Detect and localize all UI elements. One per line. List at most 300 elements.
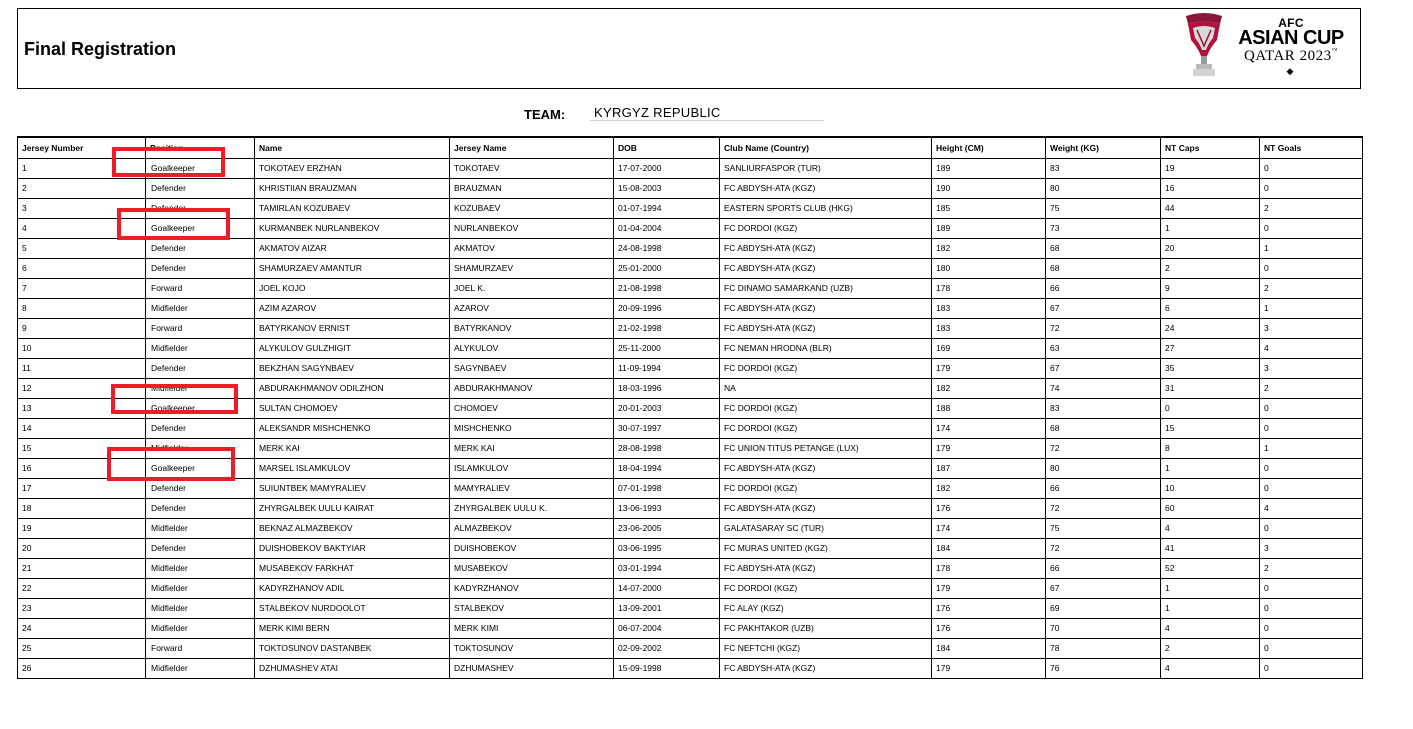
cell-club-name: FC PAKHTAKOR (UZB): [720, 618, 932, 638]
cell-position: Defender: [146, 498, 255, 518]
table-row: [18, 198, 1363, 218]
cell-position: Midfielder: [146, 298, 255, 318]
cell-name: SHAMURZAEV AMANTUR: [255, 258, 450, 278]
cell-height: 180: [932, 258, 1046, 278]
cell-dob: 21-02-1998: [614, 318, 720, 338]
cell-nt-caps: 6: [1161, 298, 1260, 318]
cell-position: Forward: [146, 318, 255, 338]
cell-jersey-number: 8: [18, 298, 146, 318]
cell-height: 179: [932, 358, 1046, 378]
cell-club-name: FC NEMAN HRODNA (BLR): [720, 338, 932, 358]
cell-dob: 21-08-1998: [614, 278, 720, 298]
cell-dob: 30-07-1997: [614, 418, 720, 438]
cell-nt-caps: 1: [1161, 218, 1260, 238]
team-underline: [590, 120, 824, 121]
cell-weight: 76: [1046, 658, 1161, 678]
column-header-position: Position: [146, 137, 255, 158]
cell-name: BEKZHAN SAGYNBAEV: [255, 358, 450, 378]
cell-jersey-number: 16: [18, 458, 146, 478]
cell-jersey-name: SAGYNBAEV: [450, 358, 614, 378]
cell-height: 176: [932, 598, 1046, 618]
cell-height: 183: [932, 318, 1046, 338]
cell-nt-goals: 0: [1260, 158, 1363, 178]
cell-position: Midfielder: [146, 578, 255, 598]
cell-jersey-name: DUISHOBEKOV: [450, 538, 614, 558]
cell-club-name: FC ABDYSH-ATA (KGZ): [720, 558, 932, 578]
cell-jersey-number: 2: [18, 178, 146, 198]
cell-dob: 15-09-1998: [614, 658, 720, 678]
table-row: [18, 278, 1363, 298]
logo-qatar-text: [1232, 48, 1350, 65]
cell-position: Midfielder: [146, 598, 255, 618]
cell-club-name: FC ABDYSH-ATA (KGZ): [720, 318, 932, 338]
cell-jersey-number: 3: [18, 198, 146, 218]
cell-jersey-name: CHOMOEV: [450, 398, 614, 418]
cell-height: 176: [932, 618, 1046, 638]
cell-dob: 15-08-2003: [614, 178, 720, 198]
cell-dob: 28-08-1998: [614, 438, 720, 458]
cell-club-name: FC ABDYSH-ATA (KGZ): [720, 658, 932, 678]
cell-height: 188: [932, 398, 1046, 418]
cell-name: AKMATOV AIZAR: [255, 238, 450, 258]
cell-position: Midfielder: [146, 518, 255, 538]
table-row: [18, 378, 1363, 398]
cell-jersey-number: 17: [18, 478, 146, 498]
cell-club-name: EASTERN SPORTS CLUB (HKG): [720, 198, 932, 218]
cell-height: 184: [932, 638, 1046, 658]
cell-name: TAMIRLAN KOZUBAEV: [255, 198, 450, 218]
cell-position: Midfielder: [146, 438, 255, 458]
cell-height: 179: [932, 578, 1046, 598]
cell-jersey-name: BRAUZMAN: [450, 178, 614, 198]
cell-club-name: FC DORDOI (KGZ): [720, 478, 932, 498]
cell-height: 179: [932, 658, 1046, 678]
cell-name: JOEL KOJO: [255, 278, 450, 298]
cell-nt-caps: 9: [1161, 278, 1260, 298]
cell-height: 174: [932, 518, 1046, 538]
cell-weight: 72: [1046, 438, 1161, 458]
cell-club-name: FC ABDYSH-ATA (KGZ): [720, 178, 932, 198]
cell-position: Goalkeeper: [146, 458, 255, 478]
table-row: [18, 398, 1363, 418]
cell-weight: 69: [1046, 598, 1161, 618]
cell-height: 184: [932, 538, 1046, 558]
cell-nt-caps: 1: [1161, 598, 1260, 618]
cell-club-name: FC DORDOI (KGZ): [720, 418, 932, 438]
cell-nt-caps: 31: [1161, 378, 1260, 398]
cell-jersey-name: KOZUBAEV: [450, 198, 614, 218]
cell-nt-caps: 60: [1161, 498, 1260, 518]
cell-dob: 07-01-1998: [614, 478, 720, 498]
cell-jersey-name: SHAMURZAEV: [450, 258, 614, 278]
table-row: [18, 658, 1363, 678]
cell-dob: 13-09-2001: [614, 598, 720, 618]
cell-position: Defender: [146, 238, 255, 258]
cell-jersey-number: 26: [18, 658, 146, 678]
cell-nt-caps: 2: [1161, 638, 1260, 658]
cell-height: 185: [932, 198, 1046, 218]
cell-height: 183: [932, 298, 1046, 318]
cell-dob: 25-11-2000: [614, 338, 720, 358]
cell-jersey-name: ALYKULOV: [450, 338, 614, 358]
logo-asian-cup-text: ASIAN CUP: [1238, 27, 1344, 49]
cell-jersey-name: JOEL K.: [450, 278, 614, 298]
cell-weight: 72: [1046, 498, 1161, 518]
cell-name: KURMANBEK NURLANBEKOV: [255, 218, 450, 238]
cell-jersey-number: 25: [18, 638, 146, 658]
cell-jersey-name: STALBEKOV: [450, 598, 614, 618]
cell-jersey-number: 12: [18, 378, 146, 398]
column-header-name: Name: [255, 137, 450, 158]
cell-jersey-name: MUSABEKOV: [450, 558, 614, 578]
cell-height: 176: [932, 498, 1046, 518]
cell-jersey-name: BATYRKANOV: [450, 318, 614, 338]
cell-jersey-name: MERK KAI: [450, 438, 614, 458]
cell-weight: 68: [1046, 238, 1161, 258]
cell-jersey-number: 1: [18, 158, 146, 178]
cell-jersey-name: ABDURAKHMANOV: [450, 378, 614, 398]
cell-jersey-name: MERK KIMI: [450, 618, 614, 638]
cell-jersey-number: 23: [18, 598, 146, 618]
cell-dob: 06-07-2004: [614, 618, 720, 638]
cell-height: 190: [932, 178, 1046, 198]
cell-height: 182: [932, 478, 1046, 498]
cell-club-name: FC ABDYSH-ATA (KGZ): [720, 498, 932, 518]
table-row: [18, 218, 1363, 238]
team-value: KYRGYZ REPUBLIC: [594, 105, 721, 120]
cell-name: MUSABEKOV FARKHAT: [255, 558, 450, 578]
table-row: [18, 518, 1363, 538]
cell-dob: 01-04-2004: [614, 218, 720, 238]
cell-position: Forward: [146, 638, 255, 658]
cell-jersey-name: AKMATOV: [450, 238, 614, 258]
cell-jersey-number: 20: [18, 538, 146, 558]
cell-dob: 20-01-2003: [614, 398, 720, 418]
cell-jersey-name: ISLAMKULOV: [450, 458, 614, 478]
cell-nt-goals: 2: [1260, 558, 1363, 578]
column-header-jersey-number: Jersey Number: [18, 137, 146, 158]
cell-weight: 78: [1046, 638, 1161, 658]
cell-name: MARSEL ISLAMKULOV: [255, 458, 450, 478]
table-row: [18, 258, 1363, 278]
cell-name: DUISHOBEKOV BAKTYIAR: [255, 538, 450, 558]
cell-jersey-number: 22: [18, 578, 146, 598]
cell-nt-caps: 1: [1161, 458, 1260, 478]
cell-nt-goals: 0: [1260, 578, 1363, 598]
table-row: [18, 458, 1363, 478]
cell-nt-goals: 0: [1260, 478, 1363, 498]
cell-nt-goals: 0: [1260, 418, 1363, 438]
cell-dob: 23-06-2005: [614, 518, 720, 538]
cell-nt-goals: 0: [1260, 258, 1363, 278]
cell-nt-goals: 4: [1260, 338, 1363, 358]
table-row: [18, 158, 1363, 178]
cell-position: Defender: [146, 478, 255, 498]
cell-position: Defender: [146, 258, 255, 278]
cell-club-name: FC MURAS UNITED (KGZ): [720, 538, 932, 558]
table-row: [18, 558, 1363, 578]
diamond-icon: ◆: [1286, 66, 1294, 76]
cell-nt-goals: 0: [1260, 398, 1363, 418]
cell-nt-goals: 0: [1260, 518, 1363, 538]
cell-club-name: FC ABDYSH-ATA (KGZ): [720, 238, 932, 258]
cell-position: Defender: [146, 418, 255, 438]
cell-position: Goalkeeper: [146, 158, 255, 178]
table-row: [18, 578, 1363, 598]
cell-name: MERK KAI: [255, 438, 450, 458]
cell-dob: 14-07-2000: [614, 578, 720, 598]
cell-nt-caps: 4: [1161, 518, 1260, 538]
column-header-weight: Weight (KG): [1046, 137, 1161, 158]
cell-name: MERK KIMI BERN: [255, 618, 450, 638]
page-title: Final Registration: [24, 39, 177, 59]
cell-name: ALEKSANDR MISHCHENKO: [255, 418, 450, 438]
table-row: [18, 438, 1363, 458]
cell-nt-goals: 3: [1260, 318, 1363, 338]
cell-name: AZIM AZAROV: [255, 298, 450, 318]
cell-height: 187: [932, 458, 1046, 478]
cell-nt-caps: 4: [1161, 658, 1260, 678]
table-row: [18, 618, 1363, 638]
cell-nt-caps: 41: [1161, 538, 1260, 558]
cell-jersey-number: 14: [18, 418, 146, 438]
cell-club-name: FC ABDYSH-ATA (KGZ): [720, 458, 932, 478]
cell-dob: 13-06-1993: [614, 498, 720, 518]
cell-weight: 66: [1046, 278, 1161, 298]
cell-nt-caps: 15: [1161, 418, 1260, 438]
cell-nt-goals: 0: [1260, 458, 1363, 478]
table-body: [18, 158, 1363, 678]
cell-weight: 67: [1046, 578, 1161, 598]
cell-weight: 63: [1046, 338, 1161, 358]
cell-weight: 72: [1046, 318, 1161, 338]
cell-dob: 18-03-1996: [614, 378, 720, 398]
cell-nt-caps: 8: [1161, 438, 1260, 458]
column-header-club-name: Club Name (Country): [720, 137, 932, 158]
cell-position: Defender: [146, 358, 255, 378]
cell-club-name: FC DINAMO SAMARKAND (UZB): [720, 278, 932, 298]
cell-nt-goals: 1: [1260, 438, 1363, 458]
logo-qatar-year: QATAR 2023: [1244, 48, 1332, 64]
cell-nt-caps: 19: [1161, 158, 1260, 178]
cell-name: ABDURAKHMANOV ODILZHON: [255, 378, 450, 398]
cell-jersey-number: 24: [18, 618, 146, 638]
cell-jersey-name: MISHCHENKO: [450, 418, 614, 438]
cell-nt-goals: 0: [1260, 658, 1363, 678]
cell-nt-goals: 2: [1260, 278, 1363, 298]
table-row: [18, 358, 1363, 378]
cell-position: Midfielder: [146, 658, 255, 678]
cell-height: 189: [932, 218, 1046, 238]
cell-club-name: SANLIURFASPOR (TUR): [720, 158, 932, 178]
cell-jersey-number: 13: [18, 398, 146, 418]
cell-jersey-number: 18: [18, 498, 146, 518]
cell-club-name: FC ABDYSH-ATA (KGZ): [720, 298, 932, 318]
cell-weight: 75: [1046, 518, 1161, 538]
cell-nt-goals: 1: [1260, 298, 1363, 318]
cell-nt-caps: 16: [1161, 178, 1260, 198]
cell-nt-caps: 20: [1161, 238, 1260, 258]
cell-nt-goals: 0: [1260, 618, 1363, 638]
cell-nt-caps: 4: [1161, 618, 1260, 638]
cell-club-name: FC ABDYSH-ATA (KGZ): [720, 258, 932, 278]
cell-club-name: GALATASARAY SC (TUR): [720, 518, 932, 538]
cell-position: Midfielder: [146, 378, 255, 398]
table-row: [18, 598, 1363, 618]
cell-weight: 66: [1046, 478, 1161, 498]
cell-nt-goals: 3: [1260, 358, 1363, 378]
cell-nt-caps: 44: [1161, 198, 1260, 218]
cell-height: 179: [932, 438, 1046, 458]
cell-weight: 73: [1046, 218, 1161, 238]
cell-name: KHRISTIIAN BRAUZMAN: [255, 178, 450, 198]
cell-nt-goals: 1: [1260, 238, 1363, 258]
table-row: [18, 538, 1363, 558]
cell-weight: 74: [1046, 378, 1161, 398]
cell-weight: 80: [1046, 458, 1161, 478]
cell-nt-caps: 0: [1161, 398, 1260, 418]
cell-jersey-number: 5: [18, 238, 146, 258]
cell-nt-caps: 27: [1161, 338, 1260, 358]
cell-name: TOKTOSUNOV DASTANBEK: [255, 638, 450, 658]
cell-club-name: FC DORDOI (KGZ): [720, 578, 932, 598]
cell-jersey-number: 6: [18, 258, 146, 278]
cell-position: Defender: [146, 538, 255, 558]
cell-jersey-name: MAMYRALIEV: [450, 478, 614, 498]
cell-nt-goals: 4: [1260, 498, 1363, 518]
column-header-jersey-name: Jersey Name: [450, 137, 614, 158]
cell-dob: 11-09-1994: [614, 358, 720, 378]
cell-club-name: NA: [720, 378, 932, 398]
cell-nt-goals: 0: [1260, 178, 1363, 198]
logo-afc-text: AFC: [1278, 16, 1304, 30]
cell-nt-goals: 0: [1260, 638, 1363, 658]
column-header-nt-goals: NT Goals: [1260, 137, 1363, 158]
cell-nt-goals: 2: [1260, 198, 1363, 218]
table-row: [18, 418, 1363, 438]
cell-jersey-name: AZAROV: [450, 298, 614, 318]
cell-name: SULTAN CHOMOEV: [255, 398, 450, 418]
cell-club-name: FC DORDOI (KGZ): [720, 358, 932, 378]
team-label: TEAM:: [524, 107, 566, 122]
table-row: [18, 318, 1363, 338]
cell-name: BATYRKANOV ERNIST: [255, 318, 450, 338]
table-row: [18, 178, 1363, 198]
cell-name: ALYKULOV GULZHIGIT: [255, 338, 450, 358]
cell-name: KADYRZHANOV ADIL: [255, 578, 450, 598]
cell-weight: 68: [1046, 418, 1161, 438]
cell-position: Midfielder: [146, 618, 255, 638]
cell-name: DZHUMASHEV ATAI: [255, 658, 450, 678]
cell-height: 174: [932, 418, 1046, 438]
cell-weight: 67: [1046, 298, 1161, 318]
cell-jersey-name: ZHYRGALBEK UULU K.: [450, 498, 614, 518]
trophy-icon: [1180, 12, 1228, 80]
cell-position: Defender: [146, 178, 255, 198]
cell-jersey-name: KADYRZHANOV: [450, 578, 614, 598]
table-row: [18, 338, 1363, 358]
cell-club-name: FC NEFTCHI (KGZ): [720, 638, 932, 658]
cell-position: Forward: [146, 278, 255, 298]
table-row: [18, 478, 1363, 498]
cell-jersey-name: DZHUMASHEV: [450, 658, 614, 678]
cell-jersey-number: 19: [18, 518, 146, 538]
afc-asian-cup-logo: [1180, 6, 1350, 84]
table-row: [18, 298, 1363, 318]
cell-name: BEKNAZ ALMAZBEKOV: [255, 518, 450, 538]
cell-dob: 24-08-1998: [614, 238, 720, 258]
cell-nt-caps: 10: [1161, 478, 1260, 498]
cell-height: 182: [932, 238, 1046, 258]
cell-jersey-number: 4: [18, 218, 146, 238]
cell-club-name: FC DORDOI (KGZ): [720, 218, 932, 238]
header-box: [17, 8, 1361, 89]
cell-position: Midfielder: [146, 558, 255, 578]
cell-nt-goals: 0: [1260, 598, 1363, 618]
cell-dob: 03-01-1994: [614, 558, 720, 578]
cell-jersey-name: TOKOTAEV: [450, 158, 614, 178]
cell-weight: 68: [1046, 258, 1161, 278]
table-row: [18, 238, 1363, 258]
table-row: [18, 638, 1363, 658]
cell-club-name: FC UNION TITUS PETANGE (LUX): [720, 438, 932, 458]
cell-height: 169: [932, 338, 1046, 358]
cell-dob: 18-04-1994: [614, 458, 720, 478]
cell-dob: 03-06-1995: [614, 538, 720, 558]
cell-weight: 72: [1046, 538, 1161, 558]
cell-name: TOKOTAEV ERZHAN: [255, 158, 450, 178]
cell-jersey-name: TOKTOSUNOV: [450, 638, 614, 658]
cell-club-name: FC ALAY (KGZ): [720, 598, 932, 618]
column-header-dob: DOB: [614, 137, 720, 158]
cell-height: 178: [932, 278, 1046, 298]
cell-club-name: FC DORDOI (KGZ): [720, 398, 932, 418]
cell-dob: 20-09-1996: [614, 298, 720, 318]
cell-nt-caps: 1: [1161, 578, 1260, 598]
cell-jersey-number: 9: [18, 318, 146, 338]
cell-jersey-number: 10: [18, 338, 146, 358]
cell-name: ZHYRGALBEK UULU KAIRAT: [255, 498, 450, 518]
cell-nt-caps: 2: [1161, 258, 1260, 278]
cell-weight: 75: [1046, 198, 1161, 218]
cell-dob: 17-07-2000: [614, 158, 720, 178]
cell-nt-goals: 3: [1260, 538, 1363, 558]
cell-weight: 66: [1046, 558, 1161, 578]
cell-height: 178: [932, 558, 1046, 578]
cell-dob: 01-07-1994: [614, 198, 720, 218]
cell-jersey-number: 15: [18, 438, 146, 458]
cell-height: 189: [932, 158, 1046, 178]
cell-name: STALBEKOV NURDOOLOT: [255, 598, 450, 618]
cell-jersey-number: 7: [18, 278, 146, 298]
logo-trademark: ™: [1331, 48, 1338, 54]
cell-weight: 67: [1046, 358, 1161, 378]
cell-jersey-name: NURLANBEKOV: [450, 218, 614, 238]
column-header-nt-caps: NT Caps: [1161, 137, 1260, 158]
cell-dob: 25-01-2000: [614, 258, 720, 278]
cell-nt-caps: 35: [1161, 358, 1260, 378]
cell-jersey-number: 11: [18, 358, 146, 378]
cell-dob: 02-09-2002: [614, 638, 720, 658]
cell-height: 182: [932, 378, 1046, 398]
cell-position: Goalkeeper: [146, 218, 255, 238]
cell-position: Defender: [146, 198, 255, 218]
table-header-row: [18, 137, 1363, 158]
cell-nt-caps: 24: [1161, 318, 1260, 338]
column-header-height: Height (CM): [932, 137, 1046, 158]
cell-nt-goals: 0: [1260, 218, 1363, 238]
cell-position: Goalkeeper: [146, 398, 255, 418]
